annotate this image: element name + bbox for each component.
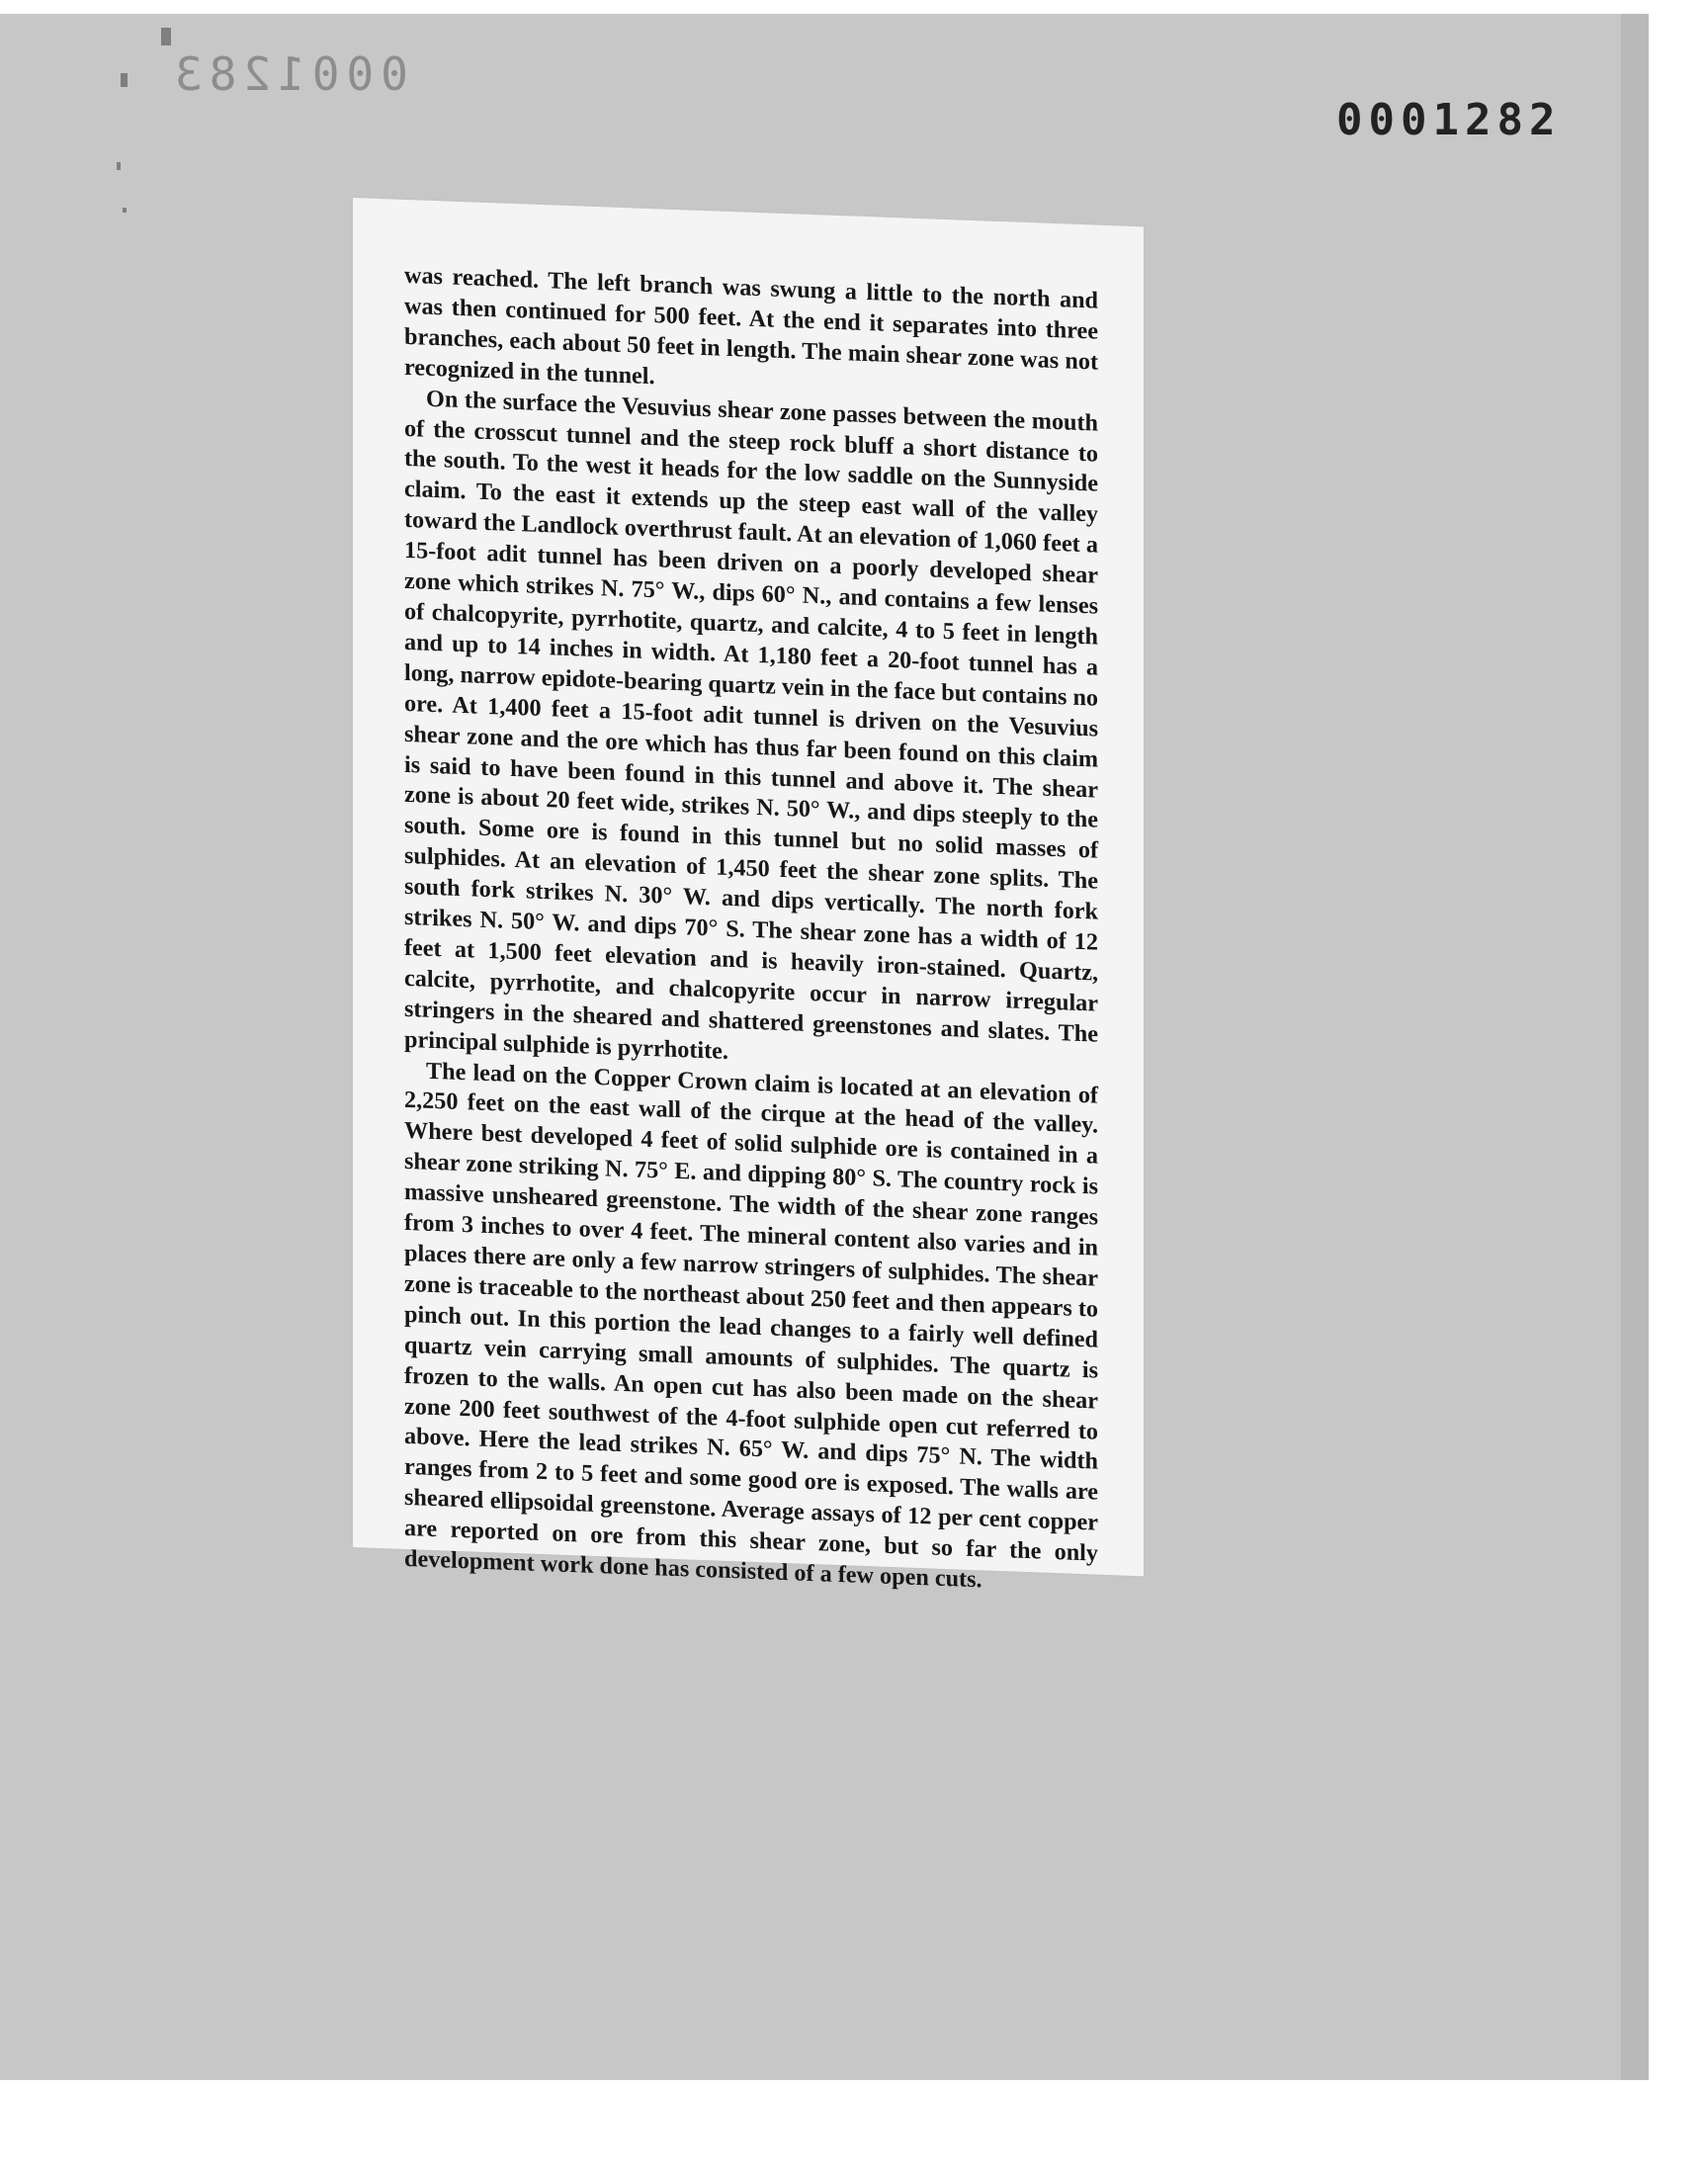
article-body [404,261,1098,1601]
sheet-edge [1621,14,1649,2080]
paragraph: was reached. The left branch was swung a little to the north and was then continued for 500 feet. At the end it separates into three branches, each about 50 feet in length. The main shear zone was not recognized in the tunnel. [404,261,1098,390]
scan-mark [123,208,127,213]
scan-mark [121,73,128,87]
mirrored-page-stamp: 0001283 [168,47,408,101]
paragraph: The lead on the Copper Crown claim is located at an elevation of 2,250 feet on the east wall of the cirque at the head of the valley. Where best developed 4 feet of solid sulphide ore is contained in a shear zone striking N. 75° E. and dipping 80° S. The country rock is massive unsheared greenstone. The width of the shear zone ranges from 3 inches to over 4 feet. The mineral content also varies and in places there are only a few narrow stringers of sulphides. The shear zone is traceable to the northeast about 250 feet and then appears to pinch out. In this portion the lead changes to a fairly well defined quartz vein carrying small amounts of sulphides. The quartz is frozen to the walls. An open cut has also been made on the shear zone 200 feet southwest of the 4-foot sulphide open cut referred to above. Here the lead strikes N. 65° W. and dips 75° N. The width ranges from 2 to 5 feet and some good ore is exposed. The walls are sheared ellipsoidal greenstone. Average assays of 12 per cent copper are reported on ore from this shear zone, but so far the only development work done has consisted of a few open cuts. [404,1057,1098,1594]
paragraph: On the surface the Vesuvius shear zone passes between the mouth of the crosscut tunnel and the steep rock bluff a short distance to the south. To the west it heads for the low saddle on the Sunnyside claim. To the east it extends up the steep east wall of the valley toward the Landlock overthrust fault. At an elevation of 1,060 feet a 15-foot adit tunnel has been driven on a poorly developed shear zone which strikes N. 75° W., dips 60° N., and contains a few lenses of chalcopyrite, pyrrhotite, quartz, and calcite, 4 to 5 feet in length and up to 14 inches in width. At 1,180 feet a 20-foot tunnel has a long, narrow epidote-bearing quartz vein in the face but contains no ore. At 1,400 feet a 15-foot adit tunnel is driven on the Vesuvius shear zone and the ore which has thus far been found on this claim is said to have been found in this tunnel and above it. The shear zone is about 20 feet wide, strikes N. 50° W., and dips steeply to the south. Some ore is found in this tunnel but no solid masses of sulphides. At an elevation of 1,450 feet the shear zone splits. The south fork strikes N. 30° W. and dips vertically. The north fork strikes N. 50° W. and dips 70° S. The shear zone has a width of 12 feet at 1,500 feet elevation and is heavily iron-stained. Quartz, calcite, pyrrhotite, and chalcopyrite occur in narrow irregular stringers in the sheared and shattered greenstones and slates. The principal sulphide is pyrrhotite. [404,385,1098,1065]
page-stamp: 0001282 [1336,95,1562,145]
scan-mark [117,162,121,170]
article-clipping [353,198,1144,1594]
scan-mark [161,28,171,45]
